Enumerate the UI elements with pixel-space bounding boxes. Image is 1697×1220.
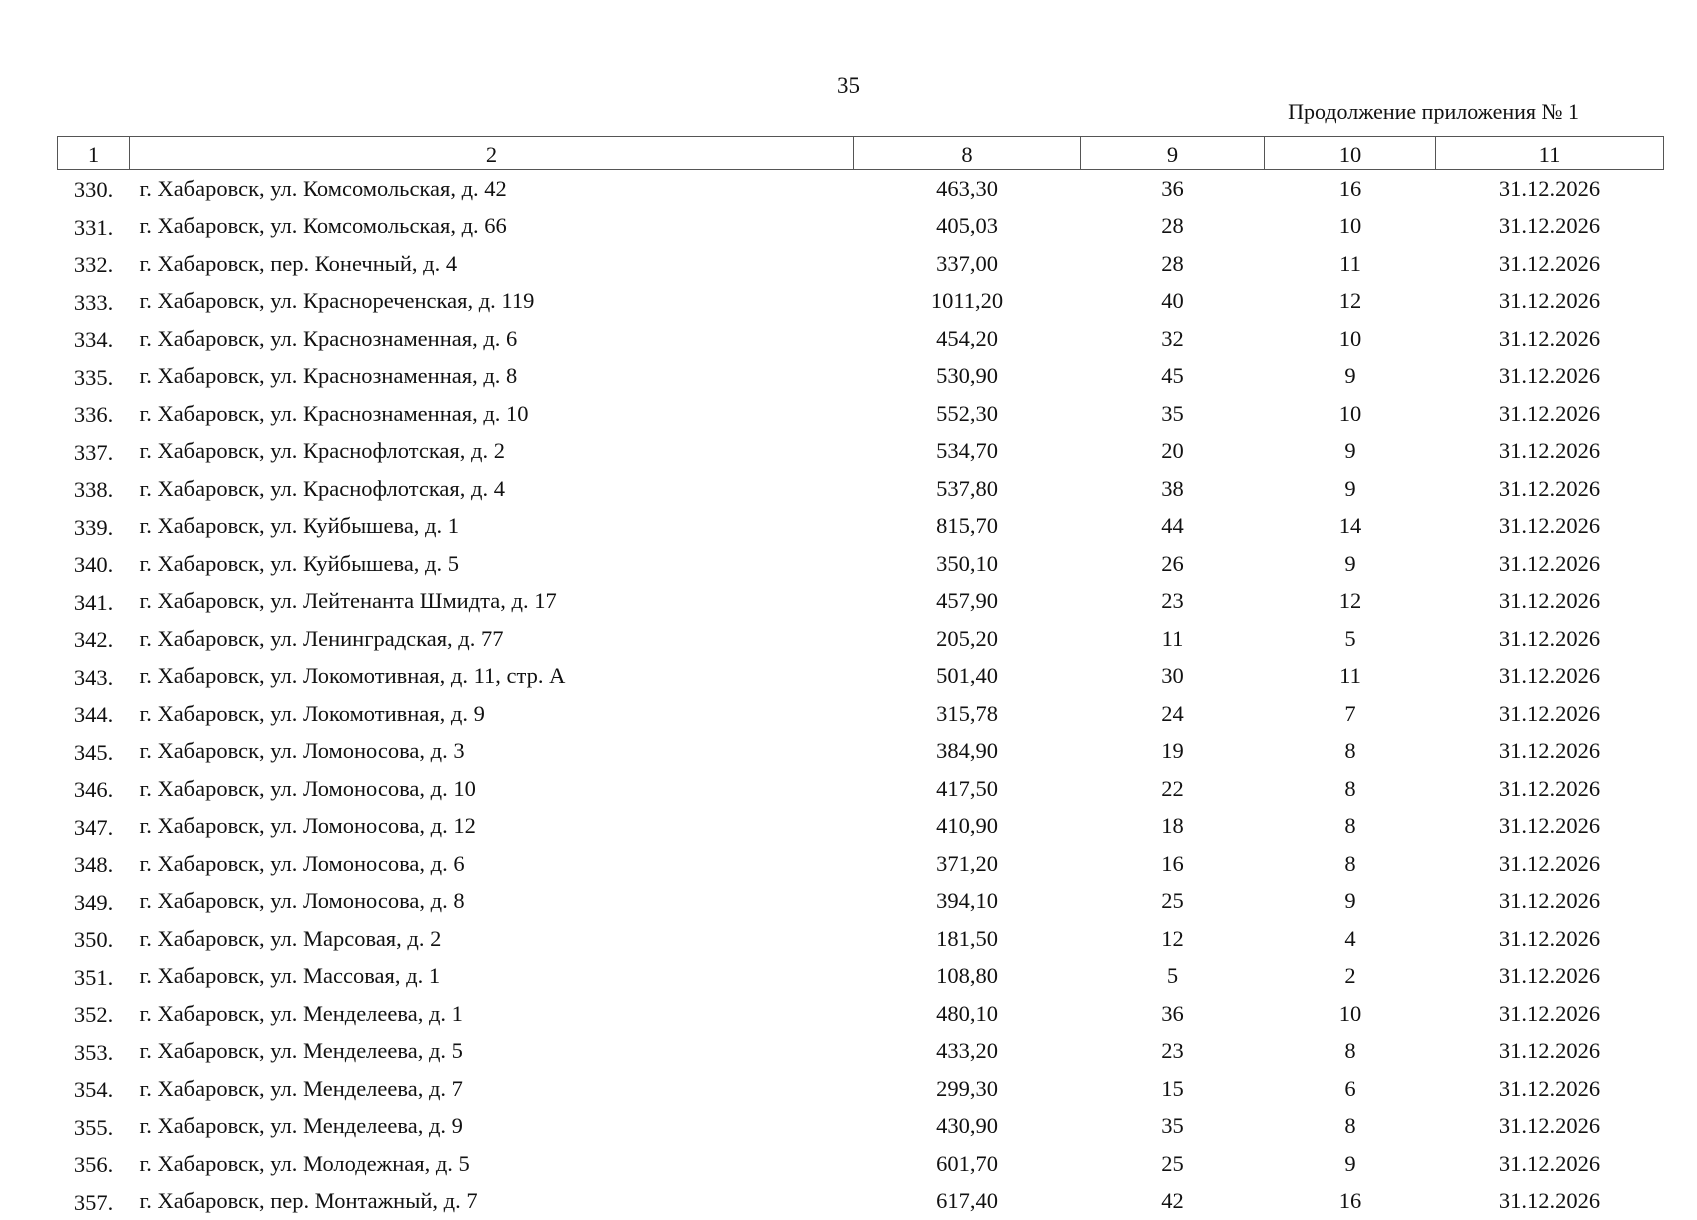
row-number: 344. xyxy=(58,695,130,733)
address: г. Хабаровск, ул. Краснореченская, д. 119 xyxy=(130,283,854,321)
col-9-value: 5 xyxy=(1081,958,1265,996)
address: г. Хабаровск, ул. Марсовая, д. 2 xyxy=(130,920,854,958)
address: г. Хабаровск, ул. Локомотивная, д. 9 xyxy=(130,695,854,733)
table-row xyxy=(58,283,1664,321)
deadline-date: 31.12.2026 xyxy=(1436,695,1664,733)
address: г. Хабаровск, пер. Конечный, д. 4 xyxy=(130,245,854,283)
col-10-value: 7 xyxy=(1265,695,1436,733)
deadline-date: 31.12.2026 xyxy=(1436,433,1664,471)
table-row xyxy=(58,1033,1664,1071)
col-9-value: 20 xyxy=(1081,433,1265,471)
deadline-date: 31.12.2026 xyxy=(1436,470,1664,508)
address: г. Хабаровск, ул. Ломоносова, д. 6 xyxy=(130,845,854,883)
deadline-date: 31.12.2026 xyxy=(1436,1070,1664,1108)
table-row xyxy=(58,245,1664,283)
deadline-date: 31.12.2026 xyxy=(1436,1145,1664,1183)
area: 410,90 xyxy=(854,808,1081,846)
row-number: 333. xyxy=(58,283,130,321)
col-9-value: 36 xyxy=(1081,995,1265,1033)
col-10-value: 9 xyxy=(1265,883,1436,921)
col-10-value: 10 xyxy=(1265,395,1436,433)
area: 501,40 xyxy=(854,658,1081,696)
area: 405,03 xyxy=(854,208,1081,246)
table-row xyxy=(58,920,1664,958)
address: г. Хабаровск, ул. Комсомольская, д. 66 xyxy=(130,208,854,246)
deadline-date: 31.12.2026 xyxy=(1436,845,1664,883)
col-10-value: 8 xyxy=(1265,1033,1436,1071)
col-10-value: 11 xyxy=(1265,245,1436,283)
row-number: 343. xyxy=(58,658,130,696)
col-10-value: 10 xyxy=(1265,208,1436,246)
deadline-date: 31.12.2026 xyxy=(1436,1108,1664,1146)
deadline-date: 31.12.2026 xyxy=(1436,358,1664,396)
col-9-value: 24 xyxy=(1081,695,1265,733)
area: 394,10 xyxy=(854,883,1081,921)
area: 1011,20 xyxy=(854,283,1081,321)
col-9-value: 26 xyxy=(1081,545,1265,583)
area: 384,90 xyxy=(854,733,1081,771)
table-row xyxy=(58,170,1664,208)
col-10-value: 14 xyxy=(1265,508,1436,546)
col-10-value: 8 xyxy=(1265,770,1436,808)
col-9-value: 35 xyxy=(1081,395,1265,433)
col-10-value: 2 xyxy=(1265,958,1436,996)
row-number: 338. xyxy=(58,470,130,508)
col-10-value: 12 xyxy=(1265,283,1436,321)
deadline-date: 31.12.2026 xyxy=(1436,320,1664,358)
col-9-value: 12 xyxy=(1081,920,1265,958)
address: г. Хабаровск, ул. Ломоносова, д. 8 xyxy=(130,883,854,921)
col-9-value: 38 xyxy=(1081,470,1265,508)
deadline-date: 31.12.2026 xyxy=(1436,1183,1664,1220)
header-col-9: 9 xyxy=(1081,137,1265,170)
row-number: 345. xyxy=(58,733,130,771)
area: 530,90 xyxy=(854,358,1081,396)
col-9-value: 28 xyxy=(1081,208,1265,246)
col-10-value: 9 xyxy=(1265,545,1436,583)
area: 181,50 xyxy=(854,920,1081,958)
row-number: 354. xyxy=(58,1070,130,1108)
deadline-date: 31.12.2026 xyxy=(1436,658,1664,696)
table-row xyxy=(58,1145,1664,1183)
col-10-value: 4 xyxy=(1265,920,1436,958)
col-10-value: 16 xyxy=(1265,170,1436,208)
row-number: 337. xyxy=(58,433,130,471)
table-row xyxy=(58,695,1664,733)
col-9-value: 42 xyxy=(1081,1183,1265,1220)
col-9-value: 22 xyxy=(1081,770,1265,808)
address: г. Хабаровск, ул. Локомотивная, д. 11, стр. А xyxy=(130,658,854,696)
address: г. Хабаровск, ул. Куйбышева, д. 5 xyxy=(130,545,854,583)
deadline-date: 31.12.2026 xyxy=(1436,995,1664,1033)
address: г. Хабаровск, ул. Ломоносова, д. 3 xyxy=(130,733,854,771)
col-10-value: 8 xyxy=(1265,845,1436,883)
col-9-value: 44 xyxy=(1081,508,1265,546)
address: г. Хабаровск, ул. Куйбышева, д. 1 xyxy=(130,508,854,546)
row-number: 346. xyxy=(58,770,130,808)
table-row xyxy=(58,770,1664,808)
col-10-value: 9 xyxy=(1265,358,1436,396)
col-10-value: 9 xyxy=(1265,470,1436,508)
row-number: 339. xyxy=(58,508,130,546)
address: г. Хабаровск, ул. Молодежная, д. 5 xyxy=(130,1145,854,1183)
row-number: 334. xyxy=(58,320,130,358)
area: 205,20 xyxy=(854,620,1081,658)
deadline-date: 31.12.2026 xyxy=(1436,883,1664,921)
table-row xyxy=(58,320,1664,358)
row-number: 350. xyxy=(58,920,130,958)
col-10-value: 9 xyxy=(1265,1145,1436,1183)
area: 299,30 xyxy=(854,1070,1081,1108)
col-9-value: 36 xyxy=(1081,170,1265,208)
table-header xyxy=(58,137,1664,170)
table-row xyxy=(58,583,1664,621)
col-10-value: 8 xyxy=(1265,1108,1436,1146)
col-10-value: 12 xyxy=(1265,583,1436,621)
deadline-date: 31.12.2026 xyxy=(1436,508,1664,546)
col-10-value: 5 xyxy=(1265,620,1436,658)
table-row xyxy=(58,208,1664,246)
area: 537,80 xyxy=(854,470,1081,508)
area: 433,20 xyxy=(854,1033,1081,1071)
area: 463,30 xyxy=(854,170,1081,208)
area: 430,90 xyxy=(854,1108,1081,1146)
table-row xyxy=(58,658,1664,696)
header-col-10: 10 xyxy=(1265,137,1436,170)
deadline-date: 31.12.2026 xyxy=(1436,770,1664,808)
table-row xyxy=(58,995,1664,1033)
table-row xyxy=(58,620,1664,658)
table-row xyxy=(58,508,1664,546)
address: г. Хабаровск, ул. Комсомольская, д. 42 xyxy=(130,170,854,208)
table-row xyxy=(58,470,1664,508)
address: г. Хабаровск, ул. Ломоносова, д. 10 xyxy=(130,770,854,808)
col-10-value: 8 xyxy=(1265,808,1436,846)
area: 454,20 xyxy=(854,320,1081,358)
address: г. Хабаровск, ул. Менделеева, д. 1 xyxy=(130,995,854,1033)
col-9-value: 30 xyxy=(1081,658,1265,696)
deadline-date: 31.12.2026 xyxy=(1436,620,1664,658)
area: 534,70 xyxy=(854,433,1081,471)
col-9-value: 28 xyxy=(1081,245,1265,283)
address: г. Хабаровск, ул. Ленинградская, д. 77 xyxy=(130,620,854,658)
col-10-value: 10 xyxy=(1265,995,1436,1033)
deadline-date: 31.12.2026 xyxy=(1436,583,1664,621)
address: г. Хабаровск, ул. Краснофлотская, д. 2 xyxy=(130,433,854,471)
col-10-value: 16 xyxy=(1265,1183,1436,1220)
deadline-date: 31.12.2026 xyxy=(1436,733,1664,771)
col-9-value: 45 xyxy=(1081,358,1265,396)
header-col-11: 11 xyxy=(1436,137,1664,170)
deadline-date: 31.12.2026 xyxy=(1436,245,1664,283)
row-number: 349. xyxy=(58,883,130,921)
col-9-value: 35 xyxy=(1081,1108,1265,1146)
col-9-value: 15 xyxy=(1081,1070,1265,1108)
address: г. Хабаровск, ул. Массовая, д. 1 xyxy=(130,958,854,996)
col-10-value: 9 xyxy=(1265,433,1436,471)
table-row xyxy=(58,1108,1664,1146)
table-row xyxy=(58,808,1664,846)
address: г. Хабаровск, ул. Менделеева, д. 7 xyxy=(130,1070,854,1108)
area: 108,80 xyxy=(854,958,1081,996)
row-number: 336. xyxy=(58,395,130,433)
col-10-value: 8 xyxy=(1265,733,1436,771)
col-9-value: 23 xyxy=(1081,1033,1265,1071)
area: 417,50 xyxy=(854,770,1081,808)
col-9-value: 25 xyxy=(1081,883,1265,921)
area: 350,10 xyxy=(854,545,1081,583)
table-row xyxy=(58,733,1664,771)
table-row xyxy=(58,433,1664,471)
table-row xyxy=(58,358,1664,396)
row-number: 351. xyxy=(58,958,130,996)
deadline-date: 31.12.2026 xyxy=(1436,958,1664,996)
deadline-date: 31.12.2026 xyxy=(1436,920,1664,958)
area: 552,30 xyxy=(854,395,1081,433)
col-9-value: 11 xyxy=(1081,620,1265,658)
row-number: 331. xyxy=(58,208,130,246)
address: г. Хабаровск, ул. Менделеева, д. 5 xyxy=(130,1033,854,1071)
col-9-value: 40 xyxy=(1081,283,1265,321)
col-9-value: 19 xyxy=(1081,733,1265,771)
register-table xyxy=(57,136,1664,1220)
header-col-2: 2 xyxy=(130,137,854,170)
row-number: 332. xyxy=(58,245,130,283)
continuation-note: Продолжение приложения № 1 xyxy=(1288,98,1579,126)
table-row xyxy=(58,395,1664,433)
row-number: 341. xyxy=(58,583,130,621)
row-number: 340. xyxy=(58,545,130,583)
col-9-value: 18 xyxy=(1081,808,1265,846)
table-body xyxy=(58,170,1664,1220)
header-col-8: 8 xyxy=(854,137,1081,170)
row-number: 348. xyxy=(58,845,130,883)
table-row xyxy=(58,1183,1664,1220)
table-row xyxy=(58,883,1664,921)
area: 315,78 xyxy=(854,695,1081,733)
row-number: 347. xyxy=(58,808,130,846)
col-10-value: 10 xyxy=(1265,320,1436,358)
col-10-value: 11 xyxy=(1265,658,1436,696)
col-9-value: 25 xyxy=(1081,1145,1265,1183)
deadline-date: 31.12.2026 xyxy=(1436,283,1664,321)
address: г. Хабаровск, пер. Монтажный, д. 7 xyxy=(130,1183,854,1220)
row-number: 330. xyxy=(58,170,130,208)
area: 457,90 xyxy=(854,583,1081,621)
area: 815,70 xyxy=(854,508,1081,546)
row-number: 355. xyxy=(58,1108,130,1146)
address: г. Хабаровск, ул. Краснознаменная, д. 6 xyxy=(130,320,854,358)
area: 480,10 xyxy=(854,995,1081,1033)
area: 601,70 xyxy=(854,1145,1081,1183)
col-10-value: 6 xyxy=(1265,1070,1436,1108)
deadline-date: 31.12.2026 xyxy=(1436,808,1664,846)
address: г. Хабаровск, ул. Краснофлотская, д. 4 xyxy=(130,470,854,508)
address: г. Хабаровск, ул. Ломоносова, д. 12 xyxy=(130,808,854,846)
address: г. Хабаровск, ул. Лейтенанта Шмидта, д. 17 xyxy=(130,583,854,621)
header-row xyxy=(58,137,1664,170)
deadline-date: 31.12.2026 xyxy=(1436,1033,1664,1071)
row-number: 356. xyxy=(58,1145,130,1183)
table-row xyxy=(58,545,1664,583)
deadline-date: 31.12.2026 xyxy=(1436,395,1664,433)
area: 617,40 xyxy=(854,1183,1081,1220)
table-row xyxy=(58,1070,1664,1108)
address: г. Хабаровск, ул. Краснознаменная, д. 8 xyxy=(130,358,854,396)
area: 337,00 xyxy=(854,245,1081,283)
header-col-1: 1 xyxy=(58,137,130,170)
col-9-value: 23 xyxy=(1081,583,1265,621)
col-9-value: 32 xyxy=(1081,320,1265,358)
col-9-value: 16 xyxy=(1081,845,1265,883)
row-number: 342. xyxy=(58,620,130,658)
row-number: 335. xyxy=(58,358,130,396)
row-number: 353. xyxy=(58,1033,130,1071)
deadline-date: 31.12.2026 xyxy=(1436,545,1664,583)
deadline-date: 31.12.2026 xyxy=(1436,170,1664,208)
address: г. Хабаровск, ул. Менделеева, д. 9 xyxy=(130,1108,854,1146)
area: 371,20 xyxy=(854,845,1081,883)
table-row xyxy=(58,958,1664,996)
deadline-date: 31.12.2026 xyxy=(1436,208,1664,246)
row-number: 357. xyxy=(58,1183,130,1220)
address: г. Хабаровск, ул. Краснознаменная, д. 10 xyxy=(130,395,854,433)
page-number: 35 xyxy=(0,72,1697,100)
row-number: 352. xyxy=(58,995,130,1033)
table-row xyxy=(58,845,1664,883)
